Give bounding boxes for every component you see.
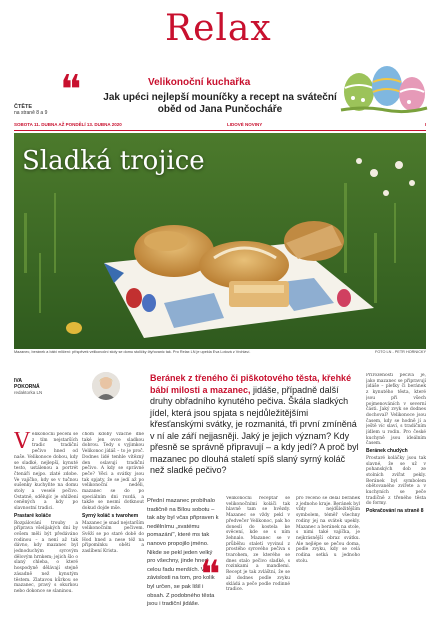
- see-also-box: [14, 104, 47, 116]
- subheading-2: Syrný koláč s tvarohem: [82, 512, 139, 519]
- lead-text: jidáše, případně další druhy obřadního kynutého pečiva. Škála sladkých jídel, která jsou spjata s nejdůležitějšími křesťanskými svátky, je rozmanitá, tři první zmíněná v ní ale září nejjasněji. Jaký je jejich význam? Kdy přesně se správně připravují – a kdy jedí? A proč byl mazanec po dlouhá staletí spíš slaný syrný koláč než sladké pečivo?: [150, 384, 359, 475]
- col2-text: chom kdoby vzácné dne také jen ovce sladkou dobrou. Tedy s vyjimkou Velikonoc jídáš – to je proč. Dodnes lidé tenhle vítězný den oslavují tradiční pečivo. A kdy se správné peče? Věci a svátky jsou tak spjaty, že se jedí až po velikonoční neděli, mazanec se do po speciálním dni rozdá, a takže se nesmí dotknout dokud dojde mše.: [82, 432, 144, 512]
- section-subtitle: Jak upéci nejlepší mouníčky a recept na sváteční oběd od Jana Punčocháře: [103, 92, 337, 115]
- col1-intro: elikonoční pečení se z tím nejstarších tradic tradiční pečivo hned od naše. Velikonoce dobou, kdy se sladké, nejlepší, kynuté testo, ustálenou a portrét čtenáři nejpo. zlaté zdobe. Ve vajíčko, kdy se v tučnou sušenky kuchyňte na domu stoly a veselé pečivo. Ostatně, sdělujíc je ohlížení ceněných a kdy po slavnostní tradici.: [14, 432, 78, 512]
- author-box: [14, 370, 114, 430]
- dropcap: V: [14, 432, 30, 454]
- col2-body: Mazanec je snad nejstarším velikonočním pečivem. Svěží se po staré době do Hod hned a nese též na připomínku oběti a zaslíbení Krista.: [82, 520, 144, 555]
- article-column-4: [296, 496, 360, 618]
- author-role: redaktorka LN: [14, 390, 43, 395]
- col3-text: Velikonoční receptář se velikonočními koláči tak hlavně tam se hvězdy. Mazanec se vždy pekl v předvečer Velikonoc, pak ho donesli do kostela ke svěcení, kde se s ním žehnalo. Mazanec se v průběhu staletí vyvinul z prostého syrového pečiva s tvarohem, ze kterého se dnes stalo pečivo sladké, s rozinkami a mandlemi. Recept je tak zvláštní, že se až dodnes podle zvyku skládá a peče podle rodinné tradice.: [226, 496, 290, 593]
- photo-credit: FOTO LN - PETR HORNICKÝ: [375, 350, 426, 354]
- see-also-label: ČTĚTE: [14, 104, 33, 110]
- author-first: IVA: [14, 378, 22, 384]
- col5-body: Prostaré koláčky jsou tak slavné, že se už v pohanských dob ze stolních zvířat pekly. Beránek byl symbolem obětovaného zvířete a v kuchyních se peče tradičně z třeného těsta do formy.: [366, 455, 426, 507]
- article-column-2: [82, 432, 144, 618]
- subheading-5: Beránek chudých: [366, 448, 408, 455]
- continuation-note: Pokračování na straně 8: [366, 508, 424, 515]
- easter-eggs-illustration: [335, 48, 430, 118]
- photo-caption: [14, 350, 426, 354]
- pull-quote: Přední mazanec probíhalo tradičně na Bílou sobotu – tak aby byl včas připraven k nedělnímu „svatému pomazání", které ms tak nanovo propojilo jméno. Nikde se pekl jeden velký pro všechny, jinde hned celou řadu menších. V závislosti na tom, pro kolik byl určen, se pak lišil i obsah. Z podobného těsta jsou i tradiční jidáše.: [147, 498, 219, 608]
- section-title: Velikonoční kuchařka: [148, 77, 251, 88]
- article-column-3: [226, 496, 290, 618]
- quote-mark-icon: ❝: [200, 552, 221, 596]
- author-last: POKORNÁ: [14, 384, 40, 390]
- col4-text: pro řečeno se dělal beránek z jednoho kraje. Beránek byl vždy nejdůležitějším symbolem, téměř všechny rodiny jej na svátek upekly. Mazanec a beránek na stole, s nimi také vajíčka, je nejkrásnější obraz svátku. Ale nejlépe se pečou doma, podle zvyku, kdy se celá rodina setká u jednoho stolu.: [296, 496, 360, 564]
- col1-body: Rozpálování trouby a příprava všelijakých dní by ovšem měli být předáváno rodinou – a není až tak dávno, kdy mazanec byl jednoduchým syrovým dělovým hrnkem; jejich šlo o slaný chleba, o které hospodyně dělávají stejně zásadně než kynutým těstem. Zlatavou kůrkou se mazanec, pravý s okurkou nebo dokonce se slaninou.: [14, 520, 78, 594]
- article-column-5: [366, 373, 426, 618]
- date-bar: [14, 122, 426, 131]
- avatar: [92, 372, 120, 400]
- subheading-1: Prastaré koláče: [14, 512, 51, 519]
- see-also-page: na straně 8 a 9: [14, 110, 48, 116]
- article-title: Sladká trojice: [22, 146, 205, 176]
- lead-highlight: Beránek z třeného či piškotového těsta, křehké bábí milosti a mazanec,: [150, 373, 352, 395]
- col5-intro: Přirozeností pečiva je, jako mazanec se připravují jidáše – pleťky či beránek z kynutého těsta, které jsou při všech pojmenováních v severní části. Jaký zvyk se dodnes dochoval? Velikonoce jsou časem, kdy se hodně jí a ještě víc slaví, s tradičním jídlem u rodin. Pro české kuchyně jsou ideálním časem.: [366, 373, 426, 447]
- page-number: I: [424, 122, 426, 127]
- masthead-logo: Relax: [165, 8, 272, 49]
- issue-date: SOBOTA 11. DUBNA AŽ PONDĚLÍ 13. DUBNA 2020: [14, 122, 122, 127]
- quote-mark-icon: ❝: [60, 67, 82, 113]
- author-name: [14, 378, 42, 396]
- article-column-1: [14, 432, 78, 618]
- article-lead: [150, 373, 362, 477]
- caption-text: Mazanec, beránek a bábí mličení: příspěvek velikonoční stoly se domu stoličky čtyřovanic tak. Pro Relax LN je upekla Eva Lotová z Vrchlaví.: [14, 350, 251, 354]
- newspaper-name: LIDOVÉ NOVINY: [227, 122, 263, 127]
